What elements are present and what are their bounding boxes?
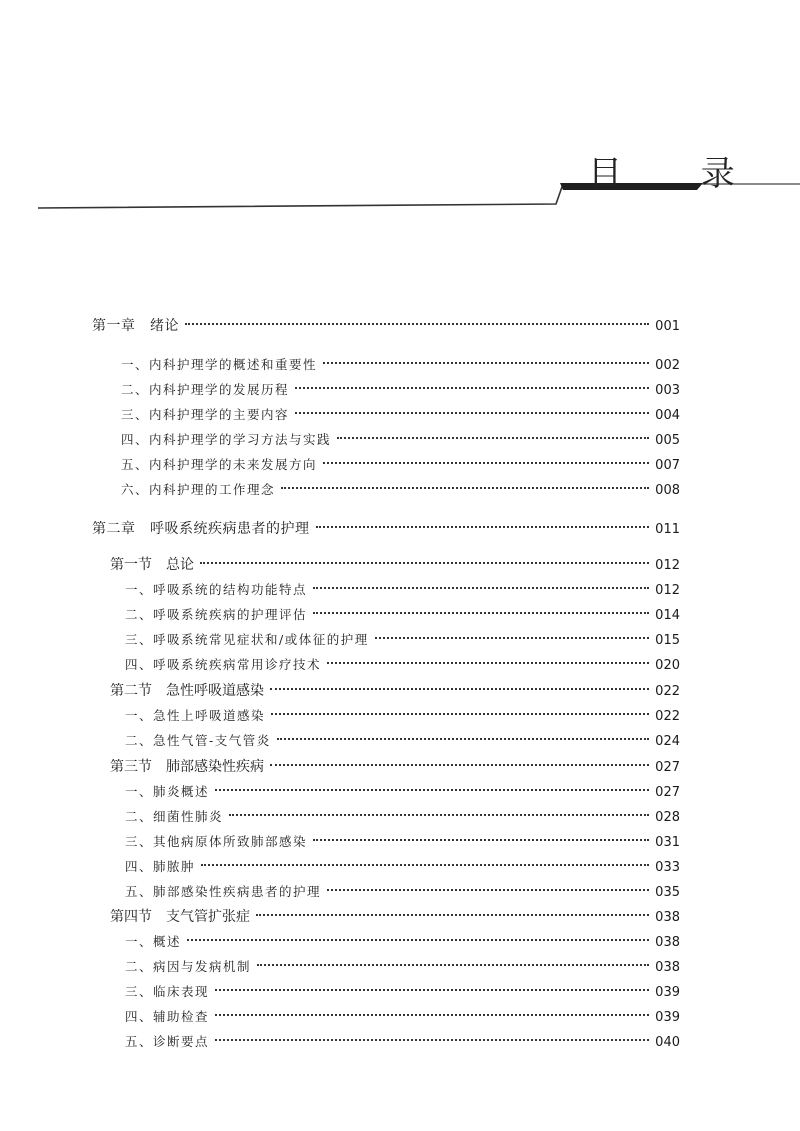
toc-page-number: 027 xyxy=(655,785,680,800)
toc-entry-title: 六、内科护理的工作理念 xyxy=(121,482,276,497)
toc-item-2-1-3[interactable] xyxy=(125,629,680,651)
toc-section-2-1[interactable] xyxy=(110,554,680,576)
toc-entry-title: 二、内科护理学的发展历程 xyxy=(121,382,290,397)
page-title: 目 录 xyxy=(588,154,769,194)
dot-leader xyxy=(295,387,649,389)
dot-leader xyxy=(375,637,649,639)
toc-page-number: 022 xyxy=(655,709,680,724)
toc-entry-title: 二、呼吸系统疾病的护理评估 xyxy=(125,607,308,622)
toc-section-2-3[interactable] xyxy=(110,756,680,778)
toc-item-2-2-2[interactable] xyxy=(125,730,680,752)
toc-item-2-4-5[interactable] xyxy=(125,1031,680,1053)
dot-leader xyxy=(185,323,649,325)
dot-leader xyxy=(271,713,649,715)
toc-page-number: 005 xyxy=(655,433,680,448)
toc-item-2-3-5[interactable] xyxy=(125,881,680,903)
dot-leader xyxy=(327,662,649,664)
dot-leader xyxy=(215,1039,649,1041)
dot-leader xyxy=(337,437,649,439)
dot-leader xyxy=(229,814,649,816)
toc-item-1-6[interactable] xyxy=(121,479,680,501)
toc-page-number: 033 xyxy=(655,860,680,875)
toc-page-number: 008 xyxy=(655,483,680,498)
toc-entry-title: 三、内科护理学的主要内容 xyxy=(121,407,290,422)
dot-leader xyxy=(215,1014,649,1016)
toc-item-2-4-4[interactable] xyxy=(125,1006,680,1028)
toc-item-1-4[interactable] xyxy=(121,429,680,451)
toc-page-number: 040 xyxy=(655,1035,680,1050)
toc-entry-title: 第一章 绪论 xyxy=(92,318,179,334)
dot-leader xyxy=(215,789,649,791)
toc-item-2-3-2[interactable] xyxy=(125,806,680,828)
toc-page-number: 012 xyxy=(655,558,680,573)
toc-item-1-2[interactable] xyxy=(121,379,680,401)
toc-entry-title: 一、概述 xyxy=(125,934,182,949)
dot-leader xyxy=(327,889,649,891)
dot-leader xyxy=(295,412,649,414)
dot-leader xyxy=(200,562,649,564)
toc-page-number: 035 xyxy=(655,885,680,900)
dot-leader xyxy=(323,462,649,464)
toc-section-2-4[interactable] xyxy=(110,906,680,928)
toc-entry-title: 一、呼吸系统的结构功能特点 xyxy=(125,582,308,597)
toc-entry-title: 第二节 急性呼吸道感染 xyxy=(110,683,264,699)
toc-item-2-3-4[interactable] xyxy=(125,856,680,878)
dot-leader xyxy=(313,612,649,614)
toc-item-1-1[interactable] xyxy=(121,354,680,376)
toc-item-2-1-4[interactable] xyxy=(125,654,680,676)
toc-item-2-1-1[interactable] xyxy=(125,579,680,601)
toc-entry-title: 四、内科护理学的学习方法与实践 xyxy=(121,432,332,447)
toc-item-2-4-1[interactable] xyxy=(125,931,680,953)
toc-page-number: 007 xyxy=(655,458,680,473)
toc-item-1-3[interactable] xyxy=(121,404,680,426)
toc-entry-title: 四、呼吸系统疾病常用诊疗技术 xyxy=(125,657,322,672)
toc-page-number: 039 xyxy=(655,1010,680,1025)
dot-leader xyxy=(187,939,649,941)
dot-leader xyxy=(277,738,649,740)
toc-page-number: 022 xyxy=(655,684,680,699)
toc-page-number: 024 xyxy=(655,734,680,749)
toc-entry-title: 一、急性上呼吸道感染 xyxy=(125,708,266,723)
toc-item-2-3-1[interactable] xyxy=(125,781,680,803)
toc-page-number: 038 xyxy=(655,935,680,950)
toc-page-number: 002 xyxy=(655,358,680,373)
toc-entry-title: 三、呼吸系统常见症状和/或体征的护理 xyxy=(125,632,369,647)
toc-item-2-4-2[interactable] xyxy=(125,956,680,978)
dot-leader xyxy=(256,914,649,916)
toc-chapter-2[interactable] xyxy=(92,518,680,540)
toc-page-number: 014 xyxy=(655,608,680,623)
toc-section-2-2[interactable] xyxy=(110,680,680,702)
toc-entry-title: 三、临床表现 xyxy=(125,984,210,999)
toc-entry-title: 一、内科护理学的概述和重要性 xyxy=(121,357,318,372)
dot-leader xyxy=(201,864,649,866)
dot-leader xyxy=(215,989,649,991)
toc-page-number: 012 xyxy=(655,583,680,598)
toc-entry-title: 五、诊断要点 xyxy=(125,1034,210,1049)
toc-page-number: 015 xyxy=(655,633,680,648)
toc-entry-title: 四、辅助检查 xyxy=(125,1009,210,1024)
toc-page-number: 028 xyxy=(655,810,680,825)
toc-entry-title: 二、急性气管-支气管炎 xyxy=(125,733,271,748)
toc-entry-title: 四、肺脓肿 xyxy=(125,859,196,874)
toc-entry-title: 第四节 支气管扩张症 xyxy=(110,909,250,925)
dot-leader xyxy=(270,764,649,766)
toc-entry-title: 三、其他病原体所致肺部感染 xyxy=(125,834,308,849)
toc-page-number: 011 xyxy=(655,522,680,537)
toc-item-2-1-2[interactable] xyxy=(125,604,680,626)
toc-page-number: 020 xyxy=(655,658,680,673)
toc-page-number: 031 xyxy=(655,835,680,850)
toc-page-number: 004 xyxy=(655,408,680,423)
toc-entry-title: 五、肺部感染性疾病患者的护理 xyxy=(125,884,322,899)
toc-entry-title: 第一节 总论 xyxy=(110,557,194,573)
toc-entry-title: 第三节 肺部感染性疾病 xyxy=(110,759,264,775)
toc-entry-title: 五、内科护理学的未来发展方向 xyxy=(121,457,318,472)
dot-leader xyxy=(316,526,650,528)
toc-page-number: 039 xyxy=(655,985,680,1000)
dot-leader xyxy=(257,964,649,966)
toc-entry-title: 第二章 呼吸系统疾病患者的护理 xyxy=(92,521,310,537)
toc-entry-title: 一、肺炎概述 xyxy=(125,784,210,799)
toc-entry-title: 二、细菌性肺炎 xyxy=(125,809,224,824)
toc-chapter-1[interactable] xyxy=(92,315,680,337)
toc-entry-title: 二、病因与发病机制 xyxy=(125,959,252,974)
dot-leader xyxy=(323,362,649,364)
dot-leader xyxy=(281,487,649,489)
toc-page-number: 027 xyxy=(655,760,680,775)
dot-leader xyxy=(270,688,649,690)
toc-page-number: 003 xyxy=(655,383,680,398)
toc-page-number: 038 xyxy=(655,910,680,925)
dot-leader xyxy=(313,839,649,841)
toc-page-number: 001 xyxy=(655,319,680,334)
toc-page-number: 038 xyxy=(655,960,680,975)
toc-item-2-3-3[interactable] xyxy=(125,831,680,853)
toc-item-1-5[interactable] xyxy=(121,454,680,476)
dot-leader xyxy=(313,587,649,589)
toc-item-2-2-1[interactable] xyxy=(125,705,680,727)
toc-item-2-4-3[interactable] xyxy=(125,981,680,1003)
